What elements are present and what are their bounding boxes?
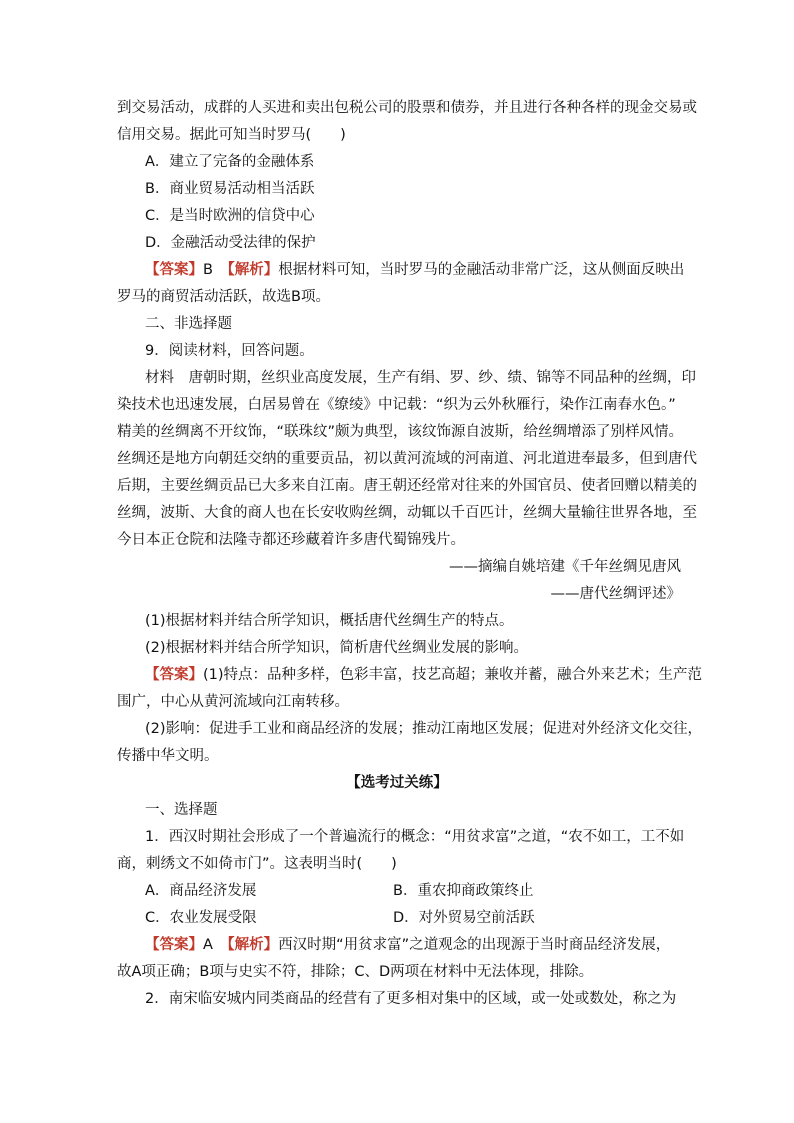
- answer-value: B: [203, 262, 228, 278]
- answer-text: (2)影响：促进手工业和商品经济的发展；推动江南地区发展；促进对外经济文化交往，: [145, 721, 703, 737]
- option-b: B．重农抑商政策终止: [393, 883, 534, 899]
- source-citation: ——唐代丝绸评述》: [550, 586, 681, 602]
- section-heading: 二、非选择题: [145, 316, 232, 332]
- analysis-tag: 【解析】: [227, 937, 279, 953]
- question-stem: 1．西汉时期社会形成了一个普遍流行的概念：“用贫求富”之道，“农不如工，工不如: [145, 829, 685, 845]
- analysis-text: 罗马的商贸活动活跃，故选B项。: [117, 289, 330, 305]
- answer-line: [145, 665, 702, 685]
- option-d: D．对外贸易空前活跃: [393, 910, 535, 926]
- sub-question: (1)根据材料并结合所学知识，概括唐代丝绸生产的特点。: [145, 613, 514, 629]
- answer-tag: 【答案】: [145, 262, 203, 278]
- answer-tag: 【答案】: [145, 667, 203, 683]
- text-line: 信用交易。据此可知当时罗马( ): [117, 127, 346, 143]
- source-citation: ——摘编自姚培建《千年丝绸见唐风: [449, 559, 681, 575]
- material-line: 后期，主要丝绸贡品已大多来自江南。唐王朝还经常对往来的外国官员、使者回赠以精美的: [117, 478, 697, 494]
- material-line: 丝绸还是地方向朝廷交纳的重要贡品，初以黄河流域的河南道、河北道进奉最多，但到唐代: [117, 451, 697, 467]
- answer-text: 传播中华文明。: [117, 748, 219, 764]
- question-stem: 9．阅读材料，回答问题。: [145, 343, 314, 359]
- option-a: A．商品经济发展: [145, 883, 257, 899]
- material-line: 丝绸，波斯、大食的商人也在长安收购丝绸，动辄以千百匹计，丝绸大量输往世界各地，至: [117, 505, 697, 521]
- answer-tag: 【答案】: [145, 937, 203, 953]
- answer-line: [145, 260, 684, 280]
- text-line: 到交易活动，成群的人买进和卖出包税公司的股票和债券，并且进行各种各样的现金交易或: [117, 100, 697, 116]
- section-heading: 一、选择题: [145, 802, 218, 818]
- option-b: B．商业贸易活动相当活跃: [145, 181, 315, 197]
- answer-value: A: [203, 937, 228, 953]
- analysis-tag: 【解析】: [227, 262, 279, 278]
- section-title: 【选考过关练】: [346, 775, 448, 791]
- material-line: 材料 唐朝时期，丝织业高度发展，生产有绢、罗、纱、绩、锦等不同品种的丝绸，印: [145, 370, 696, 386]
- question-stem: 商，刺绣文不如倚市门”。这表明当时( ): [117, 856, 397, 872]
- answer-text: 围广，中心从黄河流域向江南转移。: [117, 694, 349, 710]
- option-c: C．农业发展受限: [145, 910, 257, 926]
- option-row: [145, 881, 256, 901]
- option-a: A．建立了完备的金融体系: [145, 154, 315, 170]
- material-line: 精美的丝绸离不开纹饰，“联珠纹”颇为典型，该纹饰源自波斯，给丝绸增添了别样风情。: [117, 424, 684, 440]
- option-d: D．金融活动受法律的保护: [145, 235, 316, 251]
- answer-line: [145, 935, 670, 955]
- analysis-text: 故A项正确；B项与史实不符，排除；C、D两项在材料中无法体现，排除。: [117, 964, 594, 980]
- material-line: 染技术也迅速发展，白居易曾在《缭绫》中记载：“织为云外秋雁行，染作江南春水色。”: [117, 397, 676, 413]
- answer-text: (1)特点：品种多样，色彩丰富，技艺高超；兼收并蓄，融合外来艺术；生产范: [203, 667, 703, 683]
- question-stem: 2．南宋临安城内同类商品的经营有了更多相对集中的区域，或一处或数处，称之为: [145, 991, 677, 1007]
- material-line: 今日本正仓院和法隆寺都还珍藏着许多唐代蜀锦残片。: [117, 532, 465, 548]
- analysis-text: 根据材料可知，当时罗马的金融活动非常广泛，这从侧面反映出: [278, 262, 685, 278]
- option-c: C．是当时欧洲的信贷中心: [145, 208, 315, 224]
- sub-question: (2)根据材料并结合所学知识，简析唐代丝绸业发展的影响。: [145, 640, 529, 656]
- analysis-text: 西汉时期“用贫求富”之道观念的出现源于当时商品经济发展，: [278, 937, 671, 953]
